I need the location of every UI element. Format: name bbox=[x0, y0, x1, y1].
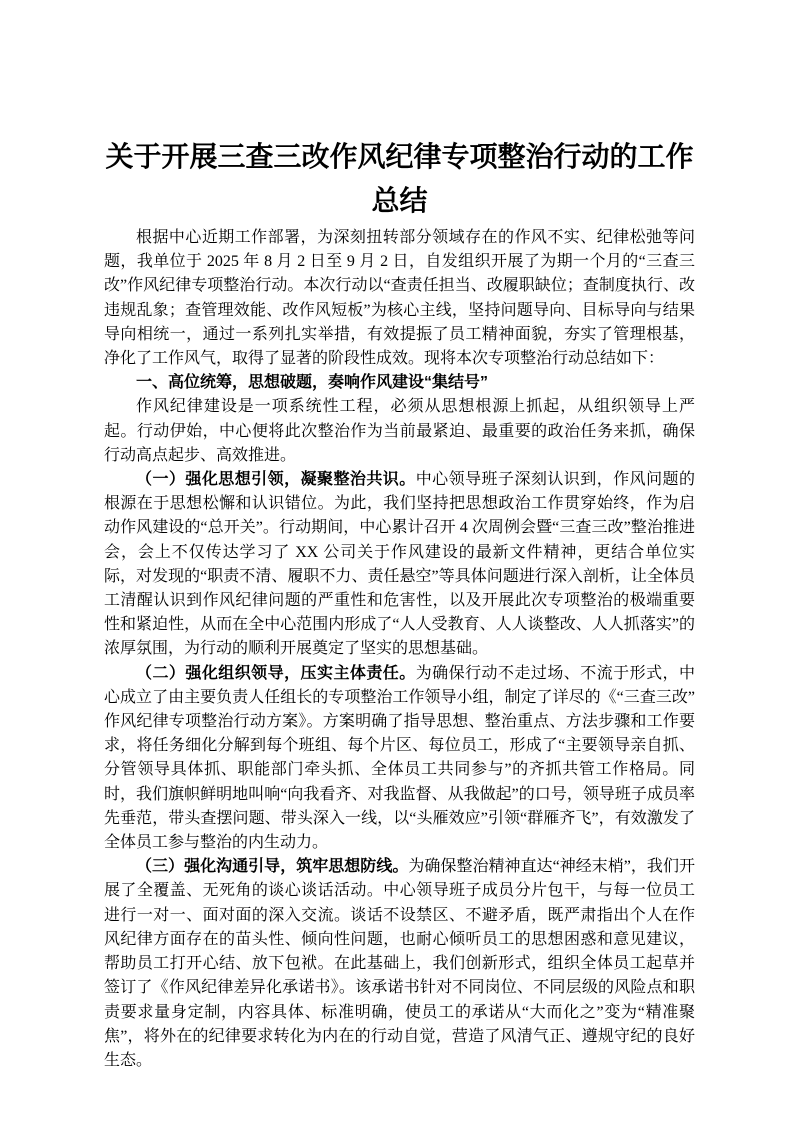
subsection-1-3-lead: （三）强化沟通引导，筑牢思想防线。 bbox=[136, 858, 409, 876]
subsection-1-3-paragraph bbox=[104, 855, 695, 1073]
section-1-lead-paragraph: 作风纪律建设是一项系统性工程，必须从思想根源上抓起，从组织领导上严起。行动伊始，中心便将此次整治作为当前最紧迫、最重要的政治任务来抓，确保行动高点起步、高效推进。 bbox=[104, 398, 695, 464]
subsection-1-2-paragraph bbox=[104, 662, 695, 856]
document-body bbox=[104, 226, 695, 1073]
subsection-1-1-body: 中心领导班子深刻认识到，作风问题的根源在于思想松懈和认识错位。为此，我们坚持把思想政治工作贯穿始终，作为启动作风建设的“总开关”。行动期间，中心累计召开 4 次周例会暨“三查三改”整治推进会，会上不仅传达学习了 XX 公司关于作风建设的最新文件精神，更结合单位实际，对发现的“职责不清、履职不力、责任悬空”等具体问题进行深入剖析，让全体员工清醒认识到作风纪律问题的严重性和危害性，以及开展此次专项整治的极端重要性和紧迫性，从而在全中心范围内形成了“人人受教育、人人谈整改、人人抓落实”的浓厚氛围，为行动的顺利开展奠定了坚实的思想基础。 bbox=[104, 471, 695, 658]
section-1-heading: 一、高位统筹，思想破题，奏响作风建设“集结号” bbox=[136, 374, 489, 392]
subsection-1-1-paragraph bbox=[104, 468, 695, 662]
subsection-1-3-body: 为确保整治精神直达“神经末梢”，我们开展了全覆盖、无死角的谈心谈话活动。中心领导班子成员分片包干，与每一位员工进行一对一、面对面的深入交流。谈话不设禁区、不避矛盾，既严肃指出个人在作风纪律方面存在的苗头性、倾向性问题，也耐心倾听员工的思想困惑和意见建议，帮助员工打开心结、放下包袱。在此基础上，我们创新形式，组织全体员工起草并签订了《作风纪律差异化承诺书》。该承诺书针对不同岗位、不同层级的风险点和职责要求量身定制，内容具体、标准明确，使员工的承诺从“大而化之”变为“精准聚焦”，将外在的纪律要求转化为内在的行动自觉，营造了风清气正、遵规守纪的良好生态。 bbox=[104, 858, 695, 1069]
document-title: 关于开展三查三改作风纪律专项整治行动的工作总结 bbox=[105, 142, 694, 217]
subsection-1-2-body: 为确保行动不走过场、不流于形式，中心成立了由主要负责人任组长的专项整治工作领导小组，制定了详尽的《“三查三改”作风纪律专项整治行动方案》。方案明确了指导思想、整治重点、方法步骤和工作要求，将任务细化分解到每个班组、每个片区、每位员工，形成了“主要领导亲自抓、分管领导具体抓、职能部门牵头抓、全体员工共同参与”的齐抓共管工作格局。同时，我们旗帜鲜明地叫响“向我看齐、对我监督、从我做起”的口号，领导班子成员率先垂范，带头查摆问题、带头深入一线，以“头雁效应”引领“群雁齐飞”，有效激发了全体员工参与整治的内生动力。 bbox=[104, 664, 695, 852]
intro-paragraph: 根据中心近期工作部署，为深刻扭转部分领域存在的作风不实、纪律松弛等问题，我单位于 2025 年 8 月 2 日至 9 月 2 日，自发组织开展了为期一个月的“三查三改”作风纪律专项整治行动。本次行动以“查责任担当、改履职缺位；查制度执行、改违规乱象；查管理效能、改作风短板”为核心主线，坚持问题导向、目标导向与结果导向相统一，通过一系列扎实举措，有效提振了员工精神面貌，夯实了管理根基，净化了工作风气，取得了显著的阶段性成效。现将本次专项整治行动总结如下： bbox=[104, 229, 695, 368]
subsection-1-1-lead: （一）强化思想引领，凝聚整治共识。 bbox=[136, 471, 416, 489]
subsection-1-2-lead: （二）强化组织领导，压实主体责任。 bbox=[136, 664, 416, 682]
